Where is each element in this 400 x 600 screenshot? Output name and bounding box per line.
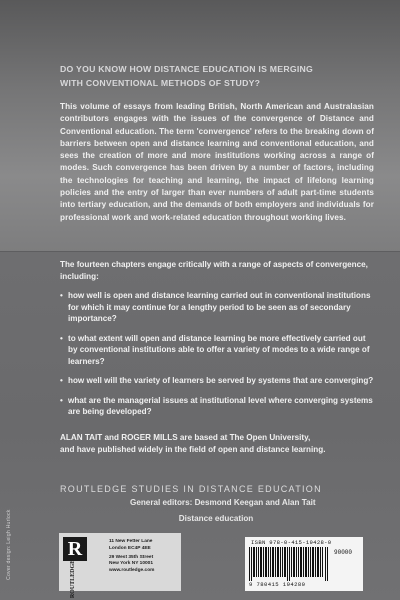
list-item [60, 290, 374, 325]
isbn-barcode [245, 537, 363, 591]
cover-credit-text: Cover design: Leigh Hurlock [6, 509, 12, 580]
series-title: ROUTLEDGE STUDIES IN DISTANCE EDUCATION [60, 484, 322, 494]
isbn-label: ISBN 978-0-415-19428-0 [251, 539, 332, 546]
headline-line-1: DO YOU KNOW HOW DISTANCE EDUCATION IS MERGING [60, 64, 314, 74]
list-item-text: how well is open and distance learning carried out in conventional institutions for which it may continue for a lengthy period to be seen as of secondary importance? [68, 291, 371, 323]
authors-line-1: ALAN TAIT and ROGER MILLS are based at The Open University, [60, 433, 311, 442]
bullet-marker: • [60, 376, 63, 385]
address-line: New York NY 10001 [109, 561, 153, 567]
address-line: 29 West 35th Street [109, 554, 154, 560]
chapters-lead-paragraph: The fourteen chapters engage critically with a range of aspects of convergence, including: [60, 260, 368, 282]
address-line: London EC4P 4EE [109, 545, 151, 551]
cover-headline [60, 62, 374, 90]
address-line: www.routledge.com [109, 568, 155, 574]
routledge-logo: R [63, 537, 87, 561]
address-line: 11 New Fetter Lane [109, 539, 153, 544]
list-item [60, 395, 374, 418]
cover-credit [0, 480, 14, 580]
publisher-address [109, 539, 154, 575]
authors-line-2: and have published widely in the field of open and distance learning. [60, 445, 326, 455]
intro-paragraph: This volume of essays from leading British, North American and Australasian contributors engages with the issues of the convergence of Distance and Conventional education. The term 'convergence' refers to the breaking down of barriers between open and distance learning and conventional education, and sees the creation of more and more institutions working across a range of modes. Such convergence has been driven by a number of factors, including the technologies for teaching and learning, the impact of lifelong learning policies and the entry of larger than ever numbers of adult part-time students into tertiary education, and the demands of both employers and individuals for professional work and work-related education throughout working lives. [60, 102, 374, 222]
list-item [60, 375, 374, 387]
series-editors: General editors: Desmond Keegan and Alan Tait [130, 498, 316, 507]
list-item-text: what are the managerial issues at institutional level where converging systems are being developed? [68, 395, 373, 416]
bullet-marker: • [60, 395, 63, 405]
authors-note [60, 432, 374, 457]
publisher-name [63, 559, 87, 599]
publisher-name-text: ROUTLEDGE [70, 559, 77, 599]
barcode-icon [249, 547, 331, 581]
list-item [60, 333, 374, 368]
list-item-text: to what extent will open and distance learning be more effectively carried out by conventional institutions able to offer a variety of modes to a wide range of learners? [68, 333, 370, 366]
list-item-text: how well will the variety of learners be served by systems that are converging? [68, 376, 374, 385]
price-code: 90000 [334, 549, 353, 556]
publisher-block [59, 533, 181, 599]
headline-line-2: WITH CONVENTIONAL METHODS OF STUDY? [60, 78, 261, 88]
barcode-number: 9 780415 194280 [249, 581, 306, 588]
bullet-marker: • [60, 291, 63, 300]
convergence-questions-list [60, 290, 374, 426]
bullet-marker: • [60, 333, 63, 343]
series-subject: Distance education [178, 514, 254, 523]
